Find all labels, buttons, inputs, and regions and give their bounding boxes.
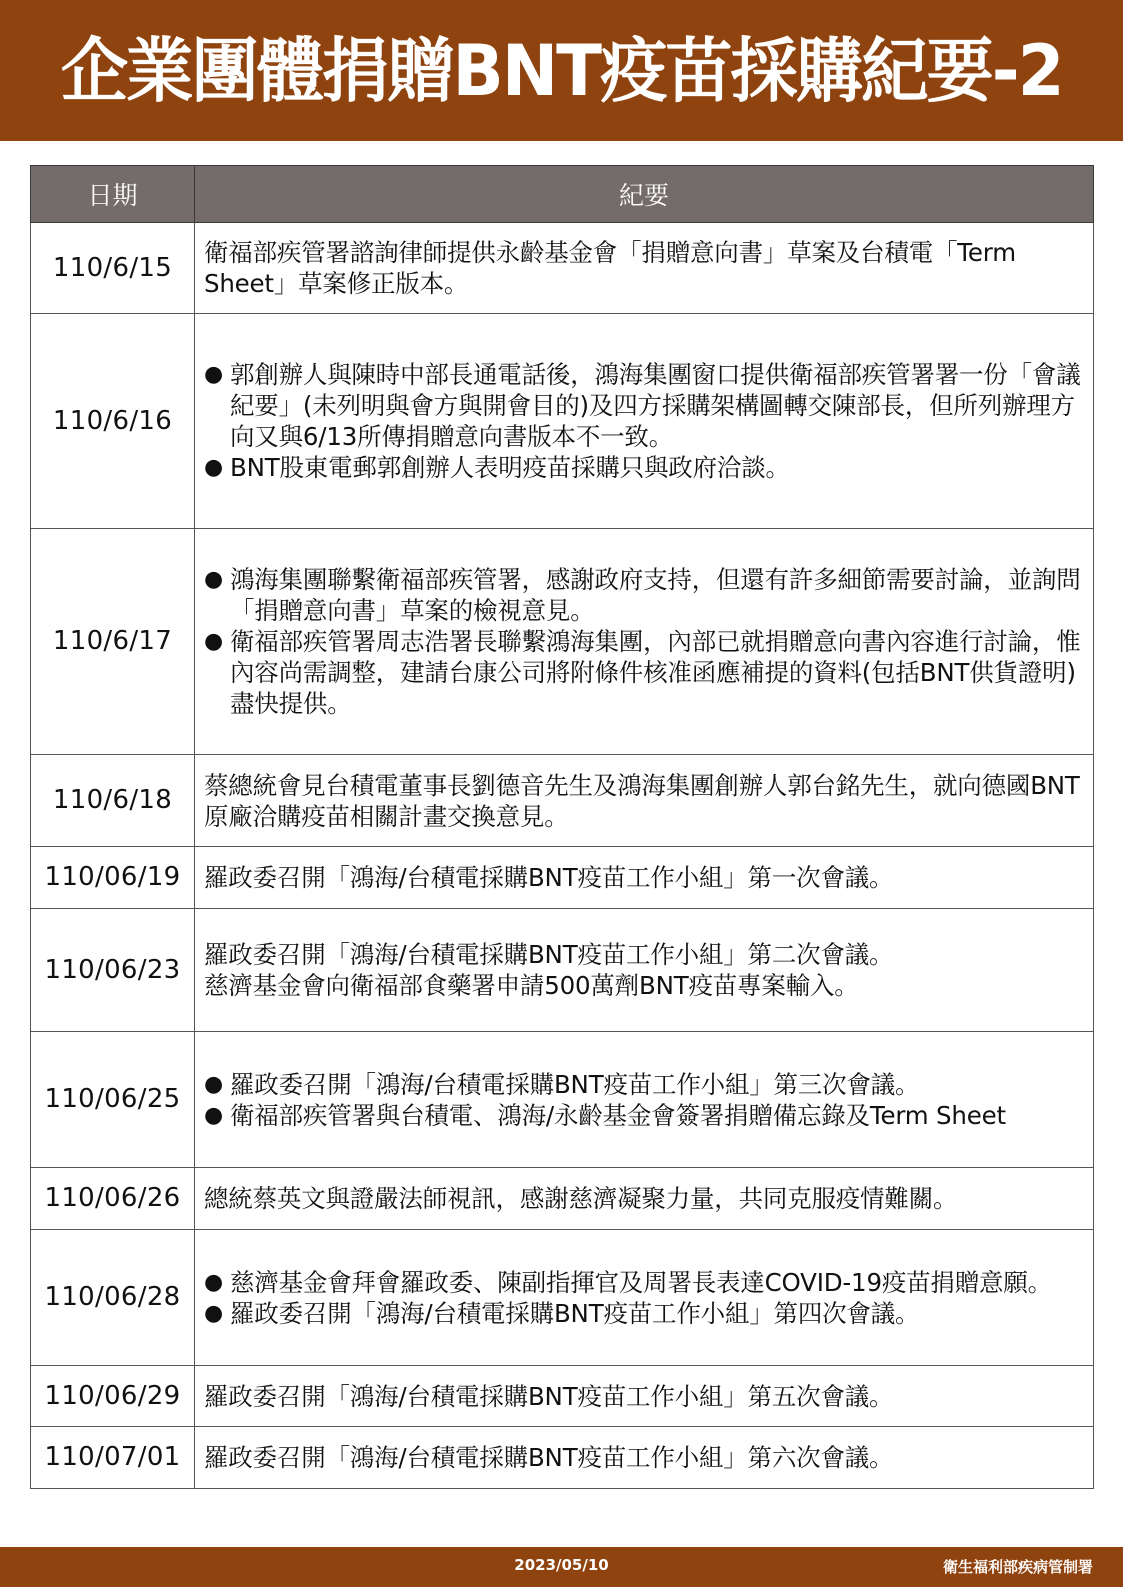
bullet-text: 郭創辦人與陳時中部長通電話後，鴻海集團窗口提供衛福部疾管署署一份「會議紀要」(未列明與會方與開會目的)及四方採購架構圖轉交陳部長，但所列辦理方向又與6/13所傳捐贈意向書版本不一致。 xyxy=(230,360,1081,451)
bullet-item xyxy=(204,564,1087,626)
bullet-item xyxy=(204,359,1087,452)
summary-cell xyxy=(195,223,1094,314)
table-row xyxy=(31,909,1094,1032)
table-row xyxy=(31,1427,1094,1489)
table-row xyxy=(31,847,1094,909)
summary-cell xyxy=(195,755,1094,847)
bullet-text: 衛福部疾管署周志浩署長聯繫鴻海集團，內部已就捐贈意向書內容進行討論，惟內容尚需調整，建請台康公司將附條件核准函應補提的資料(包括BNT供貨證明)盡快提供。 xyxy=(230,627,1081,718)
bullet-text: 羅政委召開「鴻海/台積電採購BNT疫苗工作小組」第三次會議。 xyxy=(230,1069,920,1099)
summary-cell xyxy=(195,1168,1094,1230)
table-row xyxy=(31,1366,1094,1427)
footer-date: 2023/05/10 xyxy=(514,1556,609,1574)
summary-text: 慈濟基金會向衛福部食藥署申請500萬劑BNT疫苗專案輸入。 xyxy=(204,971,859,1000)
bullet-icon: ● xyxy=(204,1071,223,1097)
summary-text: 羅政委召開「鴻海/台積電採購BNT疫苗工作小組」第一次會議。 xyxy=(204,863,894,892)
date-cell: 110/06/23 xyxy=(31,909,195,1032)
timeline-table-container xyxy=(30,165,1093,1489)
bullet-icon: ● xyxy=(204,1102,223,1128)
date-cell: 110/06/26 xyxy=(31,1168,195,1230)
bullet-item xyxy=(204,1267,1087,1298)
table-row xyxy=(31,314,1094,529)
bullet-text: 羅政委召開「鴻海/台積電採購BNT疫苗工作小組」第四次會議。 xyxy=(230,1298,920,1328)
bullet-item xyxy=(204,1100,1087,1131)
table-header-row xyxy=(31,166,1094,223)
table-row xyxy=(31,529,1094,755)
bullet-icon: ● xyxy=(204,362,223,387)
date-cell: 110/06/29 xyxy=(31,1366,195,1427)
date-cell: 110/07/01 xyxy=(31,1427,195,1489)
bullet-item xyxy=(204,626,1087,719)
bullet-text: 鴻海集團聯繫衛福部疾管署，感謝政府支持，但還有許多細節需要討論，並詢問「捐贈意向書」草案的檢視意見。 xyxy=(230,565,1081,625)
summary-cell xyxy=(195,1032,1094,1168)
summary-text: 蔡總統會見台積電董事長劉德音先生及鴻海集團創辦人郭台銘先生，就向德國BNT原廠洽購疫苗相關計畫交換意見。 xyxy=(204,770,1080,831)
summary-cell xyxy=(195,314,1094,529)
bullet-text: 衛福部疾管署與台積電、鴻海/永齡基金會簽署捐贈備忘錄及Term Sheet xyxy=(230,1100,1006,1130)
summary-text: 羅政委召開「鴻海/台積電採購BNT疫苗工作小組」第六次會議。 xyxy=(204,1443,894,1472)
bullet-icon: ● xyxy=(204,1269,223,1295)
bullet-icon: ● xyxy=(204,1300,223,1326)
date-cell: 110/06/25 xyxy=(31,1032,195,1168)
table-row xyxy=(31,1168,1094,1230)
header-banner xyxy=(0,0,1123,141)
bullet-icon: ● xyxy=(204,629,223,654)
footer-bar xyxy=(0,1547,1123,1587)
summary-cell xyxy=(195,1366,1094,1427)
date-cell: 110/06/19 xyxy=(31,847,195,909)
column-header-summary: 紀要 xyxy=(195,166,1094,223)
summary-text: 羅政委召開「鴻海/台積電採購BNT疫苗工作小組」第五次會議。 xyxy=(204,1381,894,1411)
timeline-table xyxy=(30,165,1094,1489)
bullet-item xyxy=(204,452,1087,483)
bullet-item xyxy=(204,1298,1087,1329)
summary-text: 衛福部疾管署諮詢律師提供永齡基金會「捐贈意向書」草案及台積電「Term Sheet」草案修正版本。 xyxy=(204,238,1016,298)
table-row xyxy=(31,1032,1094,1168)
bullet-icon: ● xyxy=(204,567,223,592)
date-cell: 110/6/17 xyxy=(31,529,195,755)
bullet-text: 慈濟基金會拜會羅政委、陳副指揮官及周署長表達COVID-19疫苗捐贈意願。 xyxy=(230,1267,1052,1297)
date-cell: 110/06/28 xyxy=(31,1230,195,1366)
table-row xyxy=(31,223,1094,314)
summary-cell xyxy=(195,909,1094,1032)
summary-cell xyxy=(195,1427,1094,1489)
bullet-icon: ● xyxy=(204,455,223,480)
bullet-text: BNT股東電郵郭創辦人表明疫苗採購只與政府洽談。 xyxy=(230,453,790,482)
date-cell: 110/6/16 xyxy=(31,314,195,529)
summary-text: 總統蔡英文與證嚴法師視訊，感謝慈濟凝聚力量，共同克服疫情難關。 xyxy=(204,1184,958,1213)
column-header-date: 日期 xyxy=(31,166,195,223)
summary-cell xyxy=(195,529,1094,755)
table-row xyxy=(31,1230,1094,1366)
summary-text: 羅政委召開「鴻海/台積電採購BNT疫苗工作小組」第二次會議。 xyxy=(204,940,894,969)
date-cell: 110/6/15 xyxy=(31,223,195,314)
footer-organization: 衛生福利部疾病管制署 xyxy=(942,1558,1093,1576)
page-title: 企業團體捐贈BNT疫苗採購紀要-2 xyxy=(60,29,1063,112)
summary-cell xyxy=(195,847,1094,909)
summary-cell xyxy=(195,1230,1094,1366)
table-row xyxy=(31,755,1094,847)
bullet-item xyxy=(204,1069,1087,1100)
date-cell: 110/6/18 xyxy=(31,755,195,847)
